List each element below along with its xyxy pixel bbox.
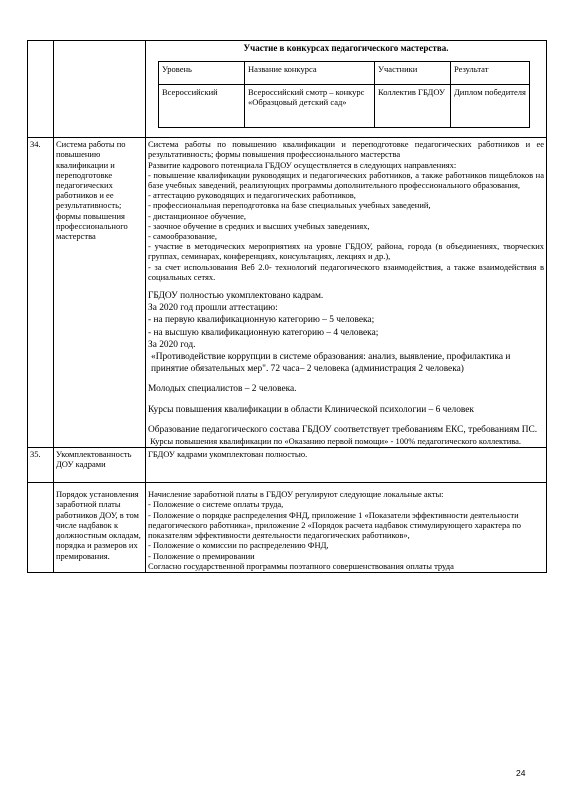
row-number: 35.	[28, 448, 54, 483]
row-content	[146, 483, 547, 573]
page-number: 24	[516, 768, 526, 778]
direction-item: - заочное обучение в средних и высших учебных заведениях,	[148, 220, 370, 231]
row-content: ГБДОУ кадрами укомплектован полностью.	[146, 448, 547, 483]
psychology-courses: Курсы повышения квалификации в области Клинической психологии – 6 человек	[148, 404, 474, 415]
salary-line: Согласно государственной программы поэтапного совершенствования оплаты труда	[148, 560, 454, 571]
row-name: Укомплектованность ДОУ кадрами	[54, 448, 146, 483]
cell-participants: Коллектив ГБДОУ	[375, 85, 451, 128]
salary-line: - Положение о порядке распределения ФНД, приложение 1 «Показатели эффективности деятельности педагогического работника», приложение 2 «Порядок расчета надбавок стимулирующего характера по показателям эффективности деятельности педагогических работников»,	[148, 509, 521, 541]
direction-item: - аттестацию руководящих и педагогических работников,	[148, 190, 356, 201]
direction-item: - повышение квалификации руководящих и педагогических работников, а также работников пищеблоков на базе учебных заведений, реализующих программы дополнительного профессионального образования,	[148, 169, 544, 191]
header-participants: Участники	[375, 62, 451, 85]
contests-data-row	[159, 85, 530, 128]
header-result: Результат	[451, 62, 530, 85]
anticorruption-course: «Противодействие коррупции в системе образования: анализ, выявление, профилактика и принятие обязательных мер". 72 часа– 2 человека (администрация 2 человека)	[151, 352, 511, 375]
year-text: За 2020 год.	[148, 339, 196, 350]
contests-title: Участие в конкурсах педагогического мастерства.	[243, 43, 449, 53]
contests-header-row	[159, 62, 530, 85]
cell-level: Всероссийский	[159, 85, 245, 128]
direction-item: - участие в методических мероприятиях на уровне ГБДОУ, района, города (в объединениях, творческих группах, семинарах, конференциях, консультациях, лекциях и др.),	[148, 241, 544, 262]
direction-item: - самообразование,	[148, 231, 218, 242]
young-specialists: Молодых специалистов – 2 человека.	[148, 384, 297, 395]
row-number	[28, 483, 54, 573]
first-aid-courses: Курсы повышения квалификации по «Оказанию первой помощи» - 100% педагогического коллектива.	[148, 436, 522, 447]
cell-contest-name: Всероссийский смотр – конкурс «Образцовый детский сад»	[245, 85, 375, 128]
table-row-contests	[28, 41, 547, 138]
staffed-text: ГБДОУ полностью укомплектовано кадрам.	[148, 291, 324, 302]
row-name: Система работы по повышению квалификации и переподготовке педагогических работников и ее результативность; формы повышения профессионального мастерства	[54, 138, 146, 448]
table-row-36	[28, 483, 547, 573]
salary-line: - Положение о премировании	[148, 550, 255, 561]
table-row-35	[28, 448, 547, 483]
salary-line: - Положение о системе оплаты труда,	[148, 499, 284, 510]
education-compliance: Образование педагогического состава ГБДОУ соответствует требованиям ЕКС, требованиям ПС.	[148, 424, 538, 435]
header-level: Уровень	[159, 62, 245, 85]
header-contest-name: Название конкурса	[245, 62, 375, 85]
report-table	[27, 40, 547, 573]
attestation-highest: - на высшую квалификационную категорию – 4 человека;	[148, 327, 379, 338]
direction-item: - дистанционное обучение,	[148, 210, 246, 221]
direction-item: - за счет использования Веб 2.0- технологий педагогического взаимодействия, а также взаимодействия в социальных сетях.	[148, 261, 544, 282]
attestation-heading: За 2020 год прошли аттестацию:	[148, 303, 278, 314]
row-name: Порядок установления заработной платы работников ДОУ, в том числе надбавок к должностным окладам, порядка и размеров их премирования.	[54, 483, 146, 573]
row-number: 34.	[28, 138, 54, 448]
row-name-cell	[54, 41, 146, 138]
row-content-cell	[146, 41, 547, 138]
cell-result: Диплом победителя	[451, 85, 530, 128]
direction-item: - профессиональная переподготовка на базе специальных учебных заведений,	[148, 200, 431, 211]
attestation-first: - на первую квалификационную категорию – 5 человека;	[148, 315, 375, 326]
contests-table	[158, 61, 530, 128]
salary-line: Начисление заработной платы в ГБДОУ регулируют следующие локальные акты:	[148, 489, 444, 500]
system-intro: Система работы по повышению квалификации и переподготовке педагогических работников и ее результативность; формы повышения профессионального мастерства	[148, 139, 544, 160]
salary-line: - Положение о комиссии по распределению ФНД,	[148, 540, 329, 551]
table-row-34	[28, 138, 547, 448]
development-line: Развитие кадрового потенциала ГБДОУ осуществляется в следующих направлениях:	[148, 159, 457, 170]
row-content	[146, 138, 547, 448]
row-number-cell	[28, 41, 54, 138]
